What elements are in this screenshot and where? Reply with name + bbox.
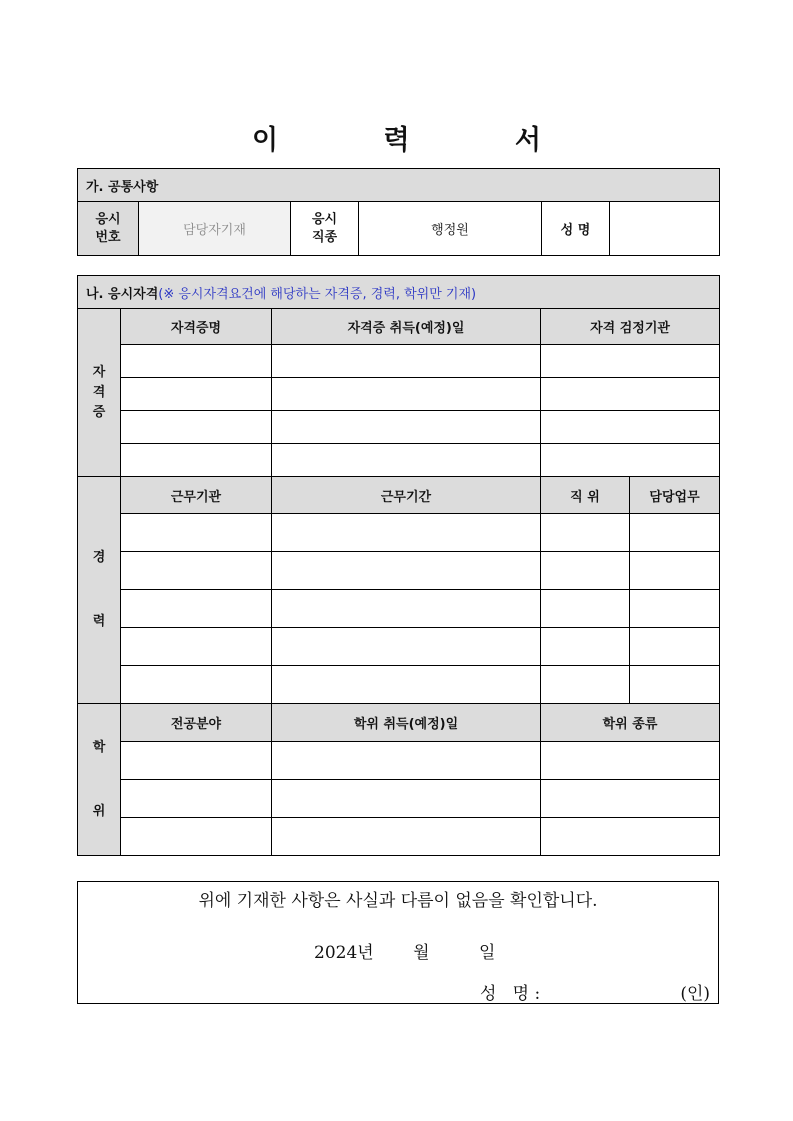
cert-issuer-cell[interactable] (541, 345, 720, 378)
section-header-common: 가. 공통사항 (78, 169, 720, 202)
cert-name-cell[interactable] (121, 444, 272, 477)
section-header-qualification-title: 나. 응시자격 (86, 286, 159, 302)
degree-type-cell[interactable] (541, 742, 720, 780)
cert-date-cell[interactable] (272, 378, 541, 411)
exam-number-label: 응시 번호 (78, 202, 139, 256)
career-position-cell[interactable] (541, 666, 630, 704)
degree-col-date: 학위 취득(예정)일 (272, 704, 541, 742)
table-row (78, 411, 720, 444)
degree-date-cell[interactable] (272, 780, 541, 818)
confirmation-text: 위에 기재한 사항은 사실과 다름이 없음을 확인합니다. (198, 891, 598, 911)
cert-date-cell[interactable] (272, 345, 541, 378)
career-period-cell[interactable] (272, 552, 541, 590)
career-position-cell[interactable] (541, 628, 630, 666)
degree-side-label: 학 위 (78, 704, 121, 856)
cert-col-date: 자격증 취득(예정)일 (272, 309, 541, 345)
career-duty-cell[interactable] (630, 628, 720, 666)
degree-major-cell[interactable] (121, 818, 272, 856)
career-org-cell[interactable] (121, 666, 272, 704)
career-period-cell[interactable] (272, 628, 541, 666)
career-duty-cell[interactable] (630, 552, 720, 590)
career-duty-cell[interactable] (630, 590, 720, 628)
job-type-field[interactable]: 행정원 (359, 202, 542, 256)
career-col-period: 근무기간 (272, 477, 541, 514)
table-row (78, 780, 720, 818)
cert-name-cell[interactable] (121, 411, 272, 444)
date-day: 일 (478, 943, 496, 963)
confirmation-box (77, 881, 719, 1004)
cert-side-label: 자 격 증 (78, 309, 121, 477)
table-row (78, 666, 720, 704)
table-row (78, 742, 720, 780)
degree-date-cell[interactable] (272, 742, 541, 780)
section-header-qualification (78, 276, 720, 309)
career-period-cell[interactable] (272, 590, 541, 628)
cert-date-cell[interactable] (272, 411, 541, 444)
table-row (78, 514, 720, 552)
table-row (78, 444, 720, 477)
career-position-cell[interactable] (541, 590, 630, 628)
career-duty-cell[interactable] (630, 666, 720, 704)
degree-col-type: 학위 종류 (541, 704, 720, 742)
cert-col-issuer: 자격 검정기관 (541, 309, 720, 345)
career-org-cell[interactable] (121, 628, 272, 666)
cert-name-cell[interactable] (121, 345, 272, 378)
table-row (78, 378, 720, 411)
cert-issuer-cell[interactable] (541, 444, 720, 477)
cert-issuer-cell[interactable] (541, 411, 720, 444)
degree-date-cell[interactable] (272, 818, 541, 856)
table-row (78, 818, 720, 856)
table-row (78, 552, 720, 590)
qualification-note: (※ 응시자격요건에 해당하는 자격증, 경력, 학위만 기재) (158, 286, 477, 302)
degree-major-cell[interactable] (121, 742, 272, 780)
cert-issuer-cell[interactable] (541, 378, 720, 411)
table-row (78, 590, 720, 628)
name-label: 성 명 (542, 202, 610, 256)
cert-col-name: 자격증명 (121, 309, 272, 345)
career-col-duty: 담당업무 (630, 477, 720, 514)
career-org-cell[interactable] (121, 590, 272, 628)
job-type-label: 응시 직종 (291, 202, 359, 256)
signature-label: 성 명 : (480, 984, 541, 1004)
cert-name-cell[interactable] (121, 378, 272, 411)
career-col-position: 직 위 (541, 477, 630, 514)
career-col-org: 근무기관 (121, 477, 272, 514)
degree-major-cell[interactable] (121, 780, 272, 818)
career-position-cell[interactable] (541, 552, 630, 590)
exam-number-field[interactable]: 담당자기재 (139, 202, 291, 256)
career-period-cell[interactable] (272, 514, 541, 552)
name-field[interactable] (610, 202, 720, 256)
career-period-cell[interactable] (272, 666, 541, 704)
common-info-table (77, 168, 720, 256)
date-year: 2024년 (314, 943, 374, 963)
table-row (78, 345, 720, 378)
qualification-table (77, 275, 720, 856)
seal-mark: (인) (680, 984, 710, 1004)
degree-col-major: 전공분야 (121, 704, 272, 742)
career-org-cell[interactable] (121, 514, 272, 552)
career-duty-cell[interactable] (630, 514, 720, 552)
career-side-label: 경 력 (78, 477, 121, 704)
degree-type-cell[interactable] (541, 780, 720, 818)
date-line (314, 938, 495, 963)
career-org-cell[interactable] (121, 552, 272, 590)
career-position-cell[interactable] (541, 514, 630, 552)
page-title: 이 력 서 (251, 125, 590, 156)
date-month: 월 (413, 943, 430, 963)
degree-type-cell[interactable] (541, 818, 720, 856)
table-row (78, 628, 720, 666)
cert-date-cell[interactable] (272, 444, 541, 477)
